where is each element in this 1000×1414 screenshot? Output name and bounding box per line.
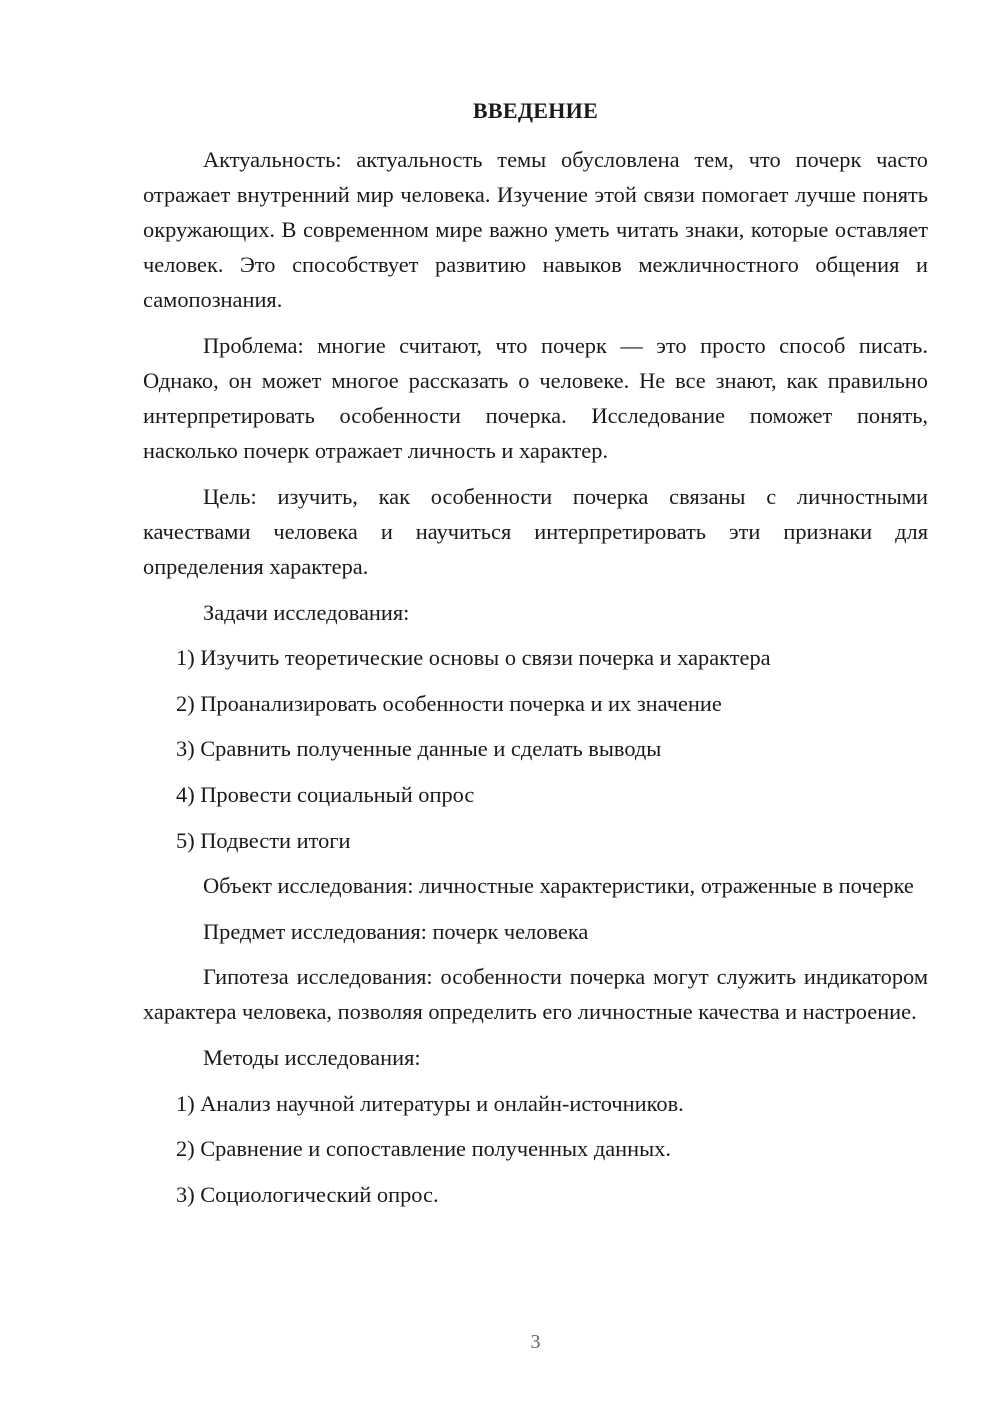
subject-paragraph: Предмет исследования: почерк человека [203,918,589,944]
task-item: 2) Проанализировать особенности почерка и их значение [176,690,722,716]
methods-heading: Методы исследования: [203,1045,421,1071]
page-title: ВВЕДЕНИЕ [472,98,599,123]
method-item: 1) Анализ научной литературы и онлайн-источников. [176,1090,684,1116]
tasks-heading: Задачи исследования: [203,599,410,625]
task-item: 5) Подвести итоги [176,827,351,853]
relevance-paragraph: Актуальность: актуальность темы обусловлена тем, что почерк часто отражает внутренний мир человека. Изучение этой связи помогает лучше понять окружающих. В современном мире важно уметь читать знаки, которые оставляет человек. Это способствует развитию навыков межличностного общения и самопознания. [143,147,928,313]
hypothesis-paragraph: Гипотеза исследования: особенности почерка могут служить индикатором характера человека, позволяя определить его личностные качества и настроение. [143,964,928,1025]
document-body [143,142,928,1222]
problem-paragraph: Проблема: многие считают, что почерк — это просто способ писать. Однако, он может многое рассказать о человеке. Не все знают, как правильно интерпретировать особенности почерка. Исследование поможет понять, насколько почерк отражает личность и характер. [143,332,928,464]
document-page [143,0,928,1414]
goal-paragraph: Цель: изучить, как особенности почерка связаны с личностными качествами человека и научиться интерпретировать эти признаки для определения характера. [143,483,928,580]
task-item: 3) Сравнить полученные данные и сделать выводы [176,736,662,762]
object-paragraph: Объект исследования: личностные характеристики, отраженные в почерке [203,873,914,899]
task-item: 4) Провести социальный опрос [176,782,475,807]
page-number: 3 [530,1331,541,1353]
method-item: 2) Сравнение и сопоставление полученных данных. [176,1136,671,1162]
task-item: 1) Изучить теоретические основы о связи почерка и характера [176,645,771,671]
method-item: 3) Социологический опрос. [176,1181,439,1207]
